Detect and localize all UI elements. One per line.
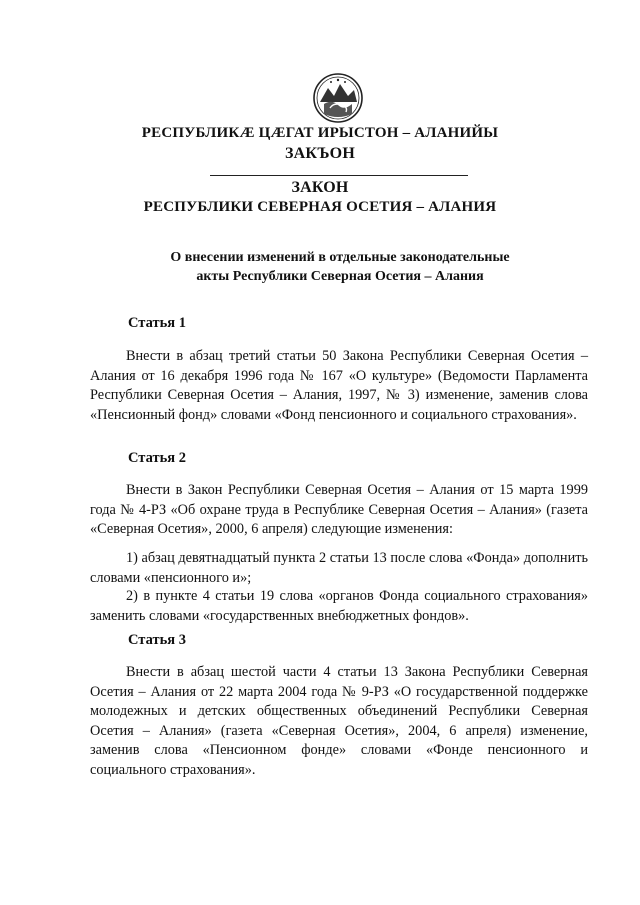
article-1-paragraph: Внести в абзац третий статьи 50 Закона Республики Северная Осетия – Алания от 16 декабря 1996 года № 167 «О культуре» (Ведомости Парламента Республики Северная Осетия – Алания, 1997, № 3) изменение, заменив слова «Пенсионный фонд» словами «Фонд пенсионного и социального страхования». bbox=[90, 348, 588, 423]
subject-line-1: О внесении изменений в отдельные законодательные bbox=[170, 250, 510, 265]
law-subject bbox=[0, 248, 640, 286]
coat-of-arms-icon bbox=[312, 72, 364, 124]
subject-line-2: акты Республики Северная Осетия – Алания bbox=[196, 269, 484, 284]
article-1-title: Статья 1 bbox=[128, 315, 186, 331]
header-ossetian-law: ЗАКЪОН bbox=[285, 145, 355, 162]
article-2-title: Статья 2 bbox=[128, 450, 186, 466]
article-2-paragraph-item-2: 2) в пункте 4 статьи 19 слова «органов Фонда социального страхования» заменить словами «государственных внебюджетных фондов». bbox=[90, 588, 588, 624]
header-russian-law: ЗАКОН bbox=[291, 179, 349, 196]
header-ossetian-title: РЕСПУБЛИКӔ ЦӔГАТ ИРЫСТОН – АЛАНИЙЫ bbox=[141, 125, 499, 141]
article-3-paragraph: Внести в абзац шестой части 4 статьи 13 Закона Республики Северная Осетия – Алания от 22 марта 2004 года № 9-РЗ «О государственной поддержке молодежных и детских общественных объединений Республики Северная Осетия – Алания» (газета «Северная Осетия», 2004, 6 апреля) изменение, заменив слова «Пенсионном фонде» словами «Фонде пенсионного и социального страхования». bbox=[90, 664, 588, 778]
coat-of-arms-emblem bbox=[312, 72, 364, 124]
article-2-paragraph-item-1: 1) абзац девятнадцатый пункта 2 статьи 13 после слова «Фонда» дополнить словами «пенсионного и»; bbox=[90, 550, 588, 586]
header-divider bbox=[210, 175, 468, 176]
article-3-title: Статья 3 bbox=[128, 632, 186, 648]
article-2-paragraph-intro: Внести в Закон Республики Северная Осетия – Алания от 15 марта 1999 года № 4-РЗ «Об охране труда в Республике Северная Осетия – Алания» (газета «Северная Осетия», 2000, 6 апреля) следующие изменения: bbox=[90, 482, 588, 537]
header-russian-title: РЕСПУБЛИКИ СЕВЕРНАЯ ОСЕТИЯ – АЛАНИЯ bbox=[143, 199, 497, 215]
